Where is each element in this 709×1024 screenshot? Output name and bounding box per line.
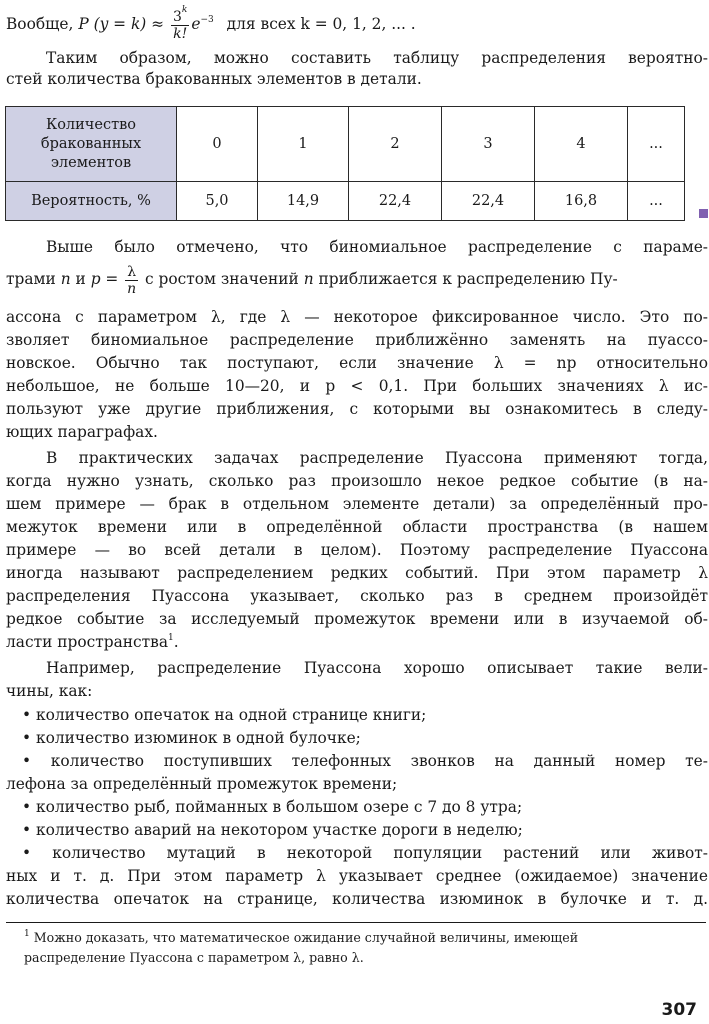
table-cell: 5,0 [177,182,258,221]
list-item: • количество поступивших телефонных звонков на данный номер те- [22,752,708,770]
paragraph-line: небольшое, не больше 10—20, и p < 0,1. При больших значениях λ ис- [6,377,708,395]
paragraph-line: В практических задачах распределение Пуассона применяют тогда, [46,449,708,467]
table-row-label: Вероятность, % [6,182,177,221]
paragraph-line: межуток времени или в определённой области пространства (в нашем [6,518,708,536]
table-probability-row [6,182,685,221]
paragraph-line: Например, распределение Пуассона хорошо описывает такие вели- [46,659,708,677]
paragraph-line-with-fraction: трами n и p = $\frac{\lambda}{n}$ с ростом значений n приближается к распределению Пу- [6,263,618,297]
intro-formula-line: Вообще, P (y = k) ≈ $\frac{3^k}{k!}$ $e^{-3}$ для всех k = 0, 1, 2, ... . [6,4,416,42]
table-header-row [6,107,685,182]
table-cell: 4 [535,107,628,182]
paragraph-line: чины, как: [6,682,93,700]
page-number: 307 [661,1000,697,1020]
list-item: • количество мутаций в некоторой популяции растений или живот- [22,844,708,862]
paragraph-line: новское. Обычно так поступают, если значение λ = np относительно [6,354,708,372]
paragraph-line: иногда называют распределением редких событий. При этом параметр λ [6,564,708,582]
table-cell: 16,8 [535,182,628,221]
section-marker [699,209,708,218]
paragraph-line: распределения Пуассона указывает, сколько раз в среднем произойдёт [6,587,708,605]
formula-fraction: $\frac{3^k}{k!}$ [172,4,188,42]
table-cell: 1 [258,107,349,182]
paragraph-line: Выше было отмечено, что биномиальное распределение с параме- [46,238,708,256]
footnote-line: $^1$ Можно доказать, что математическое ожидание случайной величины, имеющей [24,929,579,945]
table-cell: 22,4 [442,182,535,221]
paragraph-line: примере — во всей детали в целом). Поэтому распределение Пуассона [6,541,708,559]
table-cell: 3 [442,107,535,182]
table-cell: ... [628,107,685,182]
table-cell: 2 [349,107,442,182]
intro-paragraph-line: Таким образом, можно составить таблицу распределения вероятно- [46,49,708,67]
footnote-mark: 1 [24,929,30,939]
paragraph-line: ющих параграфах. [6,423,158,441]
footnote-line: распределение Пуассона с параметром λ, равно λ. [24,950,364,965]
intro-paragraph-line: стей количества бракованных элементов в детали. [6,70,422,88]
lambda-over-n-fraction: $\frac{\lambda}{n}$ [127,263,137,297]
paragraph-line: шем примере — брак в отдельном элементе детали) за определённый про- [6,495,708,513]
list-item-continuation: ных и т. д. При этом параметр λ указывает среднее (ожидаемое) значение [6,867,708,885]
footnote-reference: 1 [168,633,174,643]
paragraph-line: пользуют уже другие приближения, с которыми вы ознакомитесь в следу- [6,400,708,418]
table-cell: ... [628,182,685,221]
list-item: • количество рыб, пойманных в большом озере с 7 до 8 утра; [22,798,523,816]
table-cell: 0 [177,107,258,182]
paragraph-line: когда нужно узнать, сколько раз произошло некое редкое событие (в на- [6,472,708,490]
list-item-continuation: лефона за определённый промежуток времени; [6,775,398,793]
formula-lhs: P (y = k) ≈ [78,15,165,33]
list-item: • количество изюминок в одной булочке; [22,729,361,747]
table-cell: 22,4 [349,182,442,221]
table-header-label: Количество бракованных элементов [6,107,177,182]
footnote-divider [6,922,706,923]
paragraph-line: редкое событие за исследуемый промежуток времени или в изучаемой об- [6,610,708,628]
list-item: • количество аварий на некотором участке дороги в неделю; [22,821,523,839]
paragraph-line: зволяет биномиальное распределение приближённо заменять на пуассо- [6,331,708,349]
distribution-table [5,106,685,221]
list-item: • количество опечаток на одной странице книги; [22,706,427,724]
list-item-continuation: количества опечаток на странице, количества изюминок в булочке и т. д. [6,890,708,908]
table-cell: 14,9 [258,182,349,221]
paragraph-line: ассона с параметром λ, где λ — некоторое фиксированное число. Это по- [6,308,708,326]
paragraph-line: ласти пространства$^1$. [6,633,179,651]
